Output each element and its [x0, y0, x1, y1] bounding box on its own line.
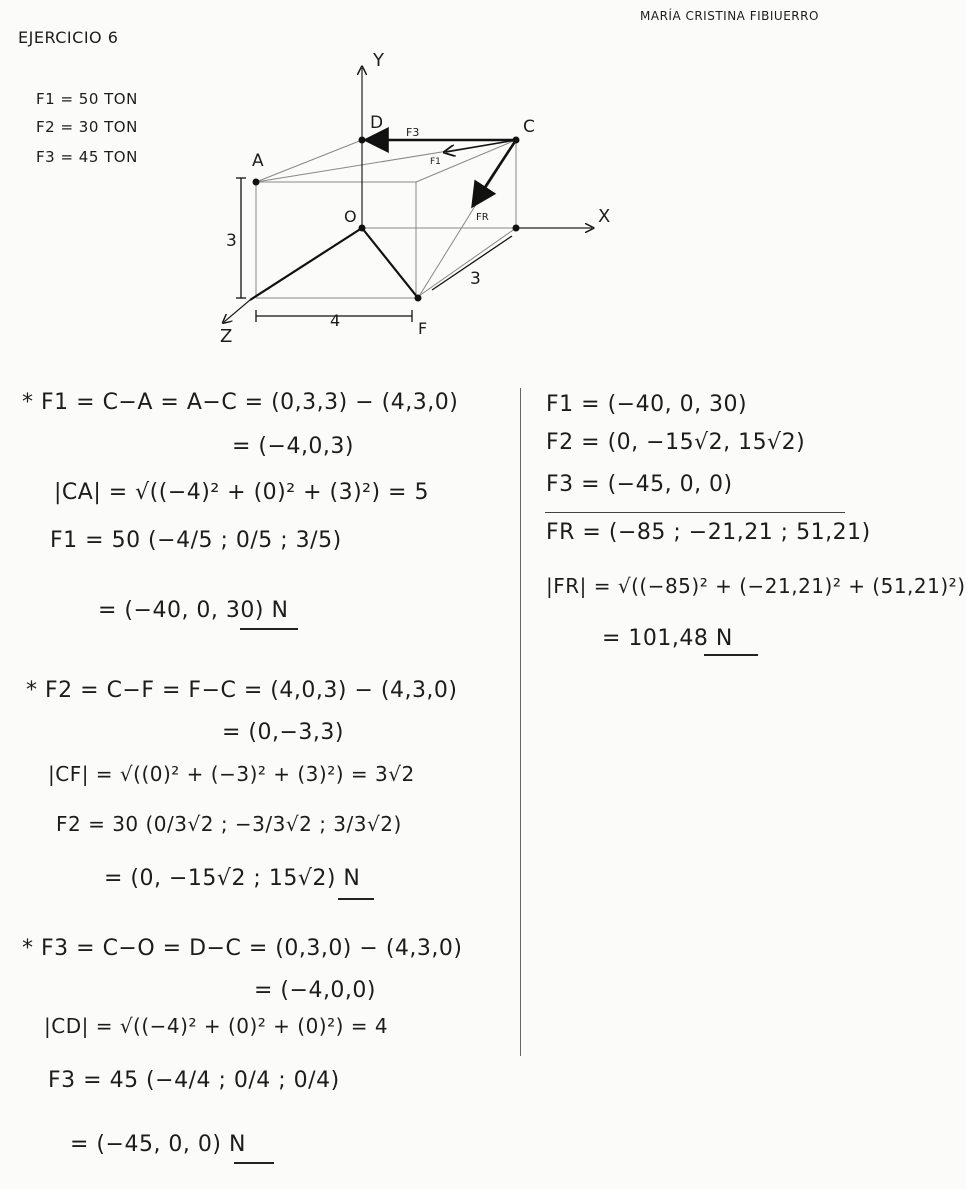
- exercise-title: EJERCICIO 6: [18, 28, 119, 47]
- cd-magnitude: |CD| = √((−4)² + (0)² + (0)²) = 4: [44, 1014, 389, 1038]
- sum-fr: FR = (−85 ; −21,21 ; 51,21): [546, 520, 871, 545]
- f3-result: = (−45, 0, 0) N: [70, 1132, 246, 1157]
- f2-result: = (0, −15√2 ; 15√2) N: [104, 866, 361, 891]
- point-a: [253, 179, 260, 186]
- label-x-axis: X: [598, 206, 611, 227]
- point-x: [513, 225, 520, 232]
- label-f3: F3: [406, 126, 420, 139]
- ca-magnitude: |CA| = √((−4)² + (0)² + (3)²) = 5: [54, 480, 429, 505]
- given-f3: F3 = 45 TON: [36, 148, 138, 166]
- point-c: [513, 137, 520, 144]
- fr-magnitude: |FR| = √((−85)² + (−21,21)² + (51,21)²): [546, 574, 966, 598]
- label-f1: F1: [430, 157, 441, 167]
- fr-result-underline: [704, 654, 758, 656]
- label-d: D: [370, 113, 384, 133]
- f1-vector-result: = (−4,0,3): [232, 434, 355, 459]
- label-fr: FR: [476, 212, 489, 223]
- z-axis-arrow: [224, 300, 250, 322]
- f3-definition: * F3 = C−O = D−C = (0,3,0) − (4,3,0): [22, 936, 463, 961]
- f2-definition: * F2 = C−F = F−C = (4,0,3) − (4,3,0): [26, 678, 458, 703]
- fr-result: = 101,48 N: [602, 626, 733, 651]
- label-height-3: 3: [226, 231, 237, 251]
- f2-unit-scaling: F2 = 30 (0/3√2 ; −3/3√2 ; 3/3√2): [56, 812, 402, 836]
- f1-vector: [446, 140, 516, 152]
- point-d: [359, 137, 366, 144]
- f2-vector-result: = (0,−3,3): [222, 720, 345, 745]
- f1-definition: * F1 = C−A = A−C = (0,3,3) − (4,3,0): [22, 390, 459, 415]
- box-edges: [256, 140, 580, 298]
- label-z-axis: Z: [220, 326, 233, 347]
- label-c: C: [523, 117, 535, 137]
- given-f1: F1 = 50 TON: [36, 90, 138, 108]
- z-axis-line: [250, 228, 362, 300]
- label-a: A: [252, 151, 264, 171]
- f2-vector: [474, 140, 516, 204]
- label-depth-3: 3: [470, 269, 481, 289]
- f1-unit-scaling: F1 = 50 (−4/5 ; 0/5 ; 3/5): [50, 528, 342, 553]
- f3-unit-scaling: F3 = 45 (−4/4 ; 0/4 ; 0/4): [48, 1068, 340, 1093]
- label-width-4: 4: [330, 311, 341, 330]
- label-o: O: [344, 207, 357, 226]
- f3-vector-result: = (−4,0,0): [254, 978, 377, 1003]
- sum-f1: F1 = (−40, 0, 30): [546, 392, 748, 417]
- f3-result-underline: [234, 1162, 274, 1164]
- author-name: MARÍA CRISTINA FIBIUERRO: [640, 9, 819, 23]
- cf-magnitude: |CF| = √((0)² + (−3)² + (3)²) = 3√2: [48, 762, 415, 786]
- f1-result: = (−40, 0, 30) N: [98, 598, 289, 623]
- sum-f3: F3 = (−45, 0, 0): [546, 472, 733, 497]
- given-f2: F2 = 30 TON: [36, 118, 138, 136]
- dimension-marks: [236, 178, 512, 322]
- point-f: [415, 295, 422, 302]
- label-y-axis: Y: [373, 50, 384, 71]
- point-o: [359, 225, 366, 232]
- sum-f2: F2 = (0, −15√2, 15√2): [546, 430, 806, 455]
- of-line: [362, 228, 418, 298]
- force-diagram: [0, 0, 895, 360]
- f2-result-underline: [338, 898, 374, 900]
- column-divider: [520, 388, 521, 1056]
- f1-result-underline: [240, 628, 298, 630]
- label-f: F: [418, 319, 428, 338]
- sum-rule: [545, 512, 845, 513]
